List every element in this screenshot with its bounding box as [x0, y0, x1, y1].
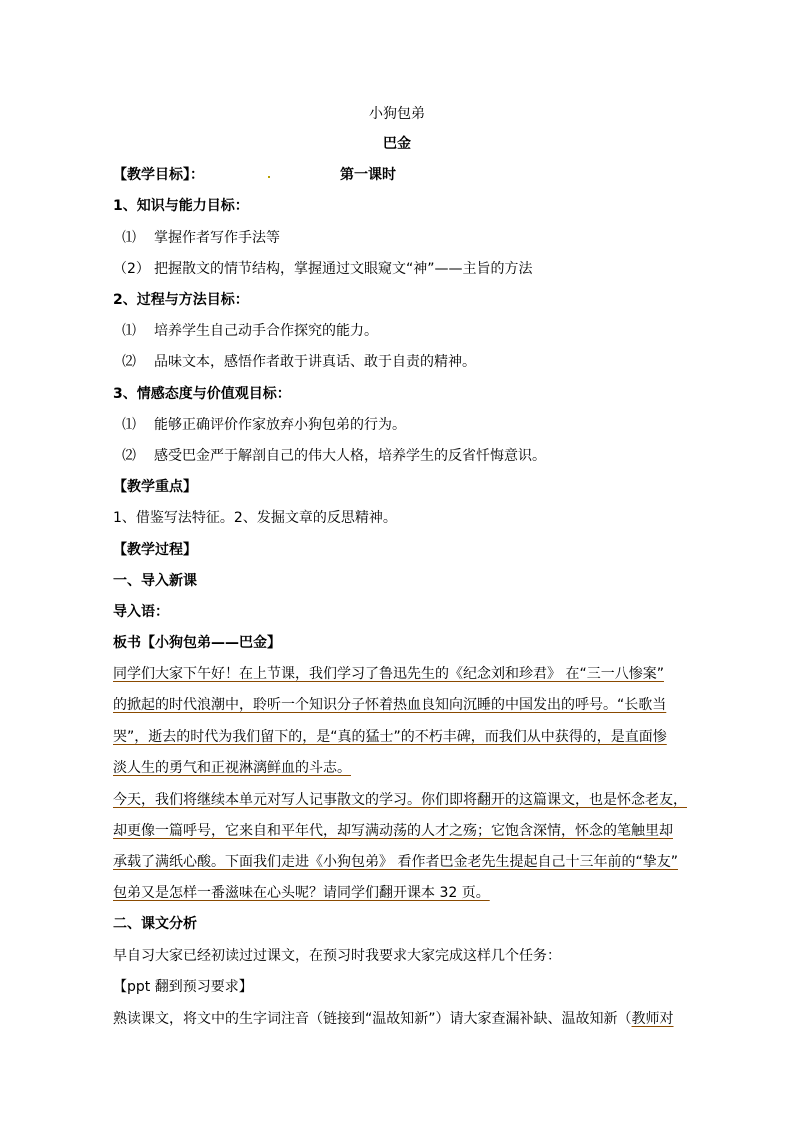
- goal-1-item-1: [122, 228, 280, 248]
- goal-3-item-2: [122, 446, 546, 466]
- goal-1-item-2: [113, 259, 533, 279]
- last-line: [113, 1009, 674, 1029]
- para1-line-1: 同学们大家下午好！在上节课，我们学习了鲁迅先生的《纪念刘和珍君》 在“三一八惨案”: [113, 666, 664, 682]
- document-title: 小狗包弟: [369, 106, 425, 122]
- key-points-heading: 【教学重点】: [113, 479, 197, 495]
- item-number: ⑴: [122, 417, 136, 433]
- goal-3-item-1: [122, 415, 406, 435]
- process-heading: 【教学过程】: [113, 542, 197, 558]
- section-2-text: 早自习大家已经初读过过课文，在预习时我要求大家完成这样几个任务：: [113, 948, 561, 964]
- teaching-goals-label: 【教学目标】：: [113, 167, 204, 183]
- document-author: 巴金: [383, 136, 411, 152]
- intro-label: 导入语：: [113, 604, 169, 620]
- para2-line-4: 包弟又是怎样一番滋味在心头呢？请同学们翻开课本 32 页。: [113, 885, 490, 901]
- goal-2-heading: 2、过程与方法目标：: [113, 292, 249, 308]
- item-number: ⑵: [122, 448, 136, 464]
- para2-line-3: 承载了满纸心酸。下面我们走进《小狗包弟》 看作者巴金老先生提起自己十三年前的“挚友”: [113, 854, 678, 870]
- para1-line-2: 的掀起的时代浪潮中，聆听一个知识分子怀着热血良知向沉睡的中国发出的呼号。“长歌当: [113, 697, 667, 713]
- item-number: （2）: [113, 261, 150, 277]
- stray-dot: [268, 176, 270, 178]
- last-line-text: 熟读课文，将文中的生字词注音（链接到“温故知新”）请大家查漏补缺、温故知新（: [113, 1011, 632, 1027]
- goal-2-item-1: [122, 321, 378, 341]
- goal-1-heading: 1、知识与能力目标：: [113, 198, 249, 214]
- para1-line-3: 哭”，逝去的时代为我们留下的，是“真的猛士”的不朽丰碑，而我们从中获得的，是直面惨: [113, 729, 667, 745]
- item-text: 培养学生自己动手合作探究的能力。: [154, 323, 378, 339]
- item-text: 掌握作者写作手法等: [154, 230, 280, 246]
- last-line-underlined: 教师对: [631, 1011, 674, 1027]
- item-text: 品味文本，感悟作者敢于讲真话、敢于自责的精神。: [154, 354, 476, 370]
- section-2-heading: 二、课文分析: [113, 916, 197, 932]
- item-number: ⑴: [122, 230, 136, 246]
- ppt-note: 【ppt 翻到预习要求】: [113, 979, 253, 995]
- item-text: 感受巴金严于解剖自己的伟大人格，培养学生的反省忏悔意识。: [154, 448, 546, 464]
- board-writing: 板书【小狗包弟——巴金】: [113, 635, 281, 651]
- teaching-goals-heading: [113, 165, 204, 185]
- item-number: ⑵: [122, 354, 136, 370]
- para2-line-1: 今天，我们将继续本单元对写人记事散文的学习。你们即将翻开的这篇课文，也是怀念老友，: [113, 792, 687, 808]
- item-number: ⑴: [122, 323, 136, 339]
- section-1-heading: 一、导入新课: [113, 573, 197, 589]
- lesson-label: 第一课时: [340, 167, 396, 183]
- para2-line-2: 却更像一篇呼号，它来自和平年代，却写满动荡的人才之殇；它饱含深情，怀念的笔触里却: [113, 823, 673, 839]
- item-text: 把握散文的情节结构，掌握通过文眼窥文“神”——主旨的方法: [154, 261, 533, 277]
- key-points-text: 1、借鉴写法特征。2、发掘文章的反思精神。: [113, 510, 397, 526]
- goal-2-item-2: [122, 352, 476, 372]
- para1-line-4: 淡人生的勇气和正视淋漓鲜血的斗志。: [113, 760, 351, 776]
- goal-3-heading: 3、情感态度与价值观目标：: [113, 386, 291, 402]
- item-text: 能够正确评价作家放弃小狗包弟的行为。: [154, 417, 406, 433]
